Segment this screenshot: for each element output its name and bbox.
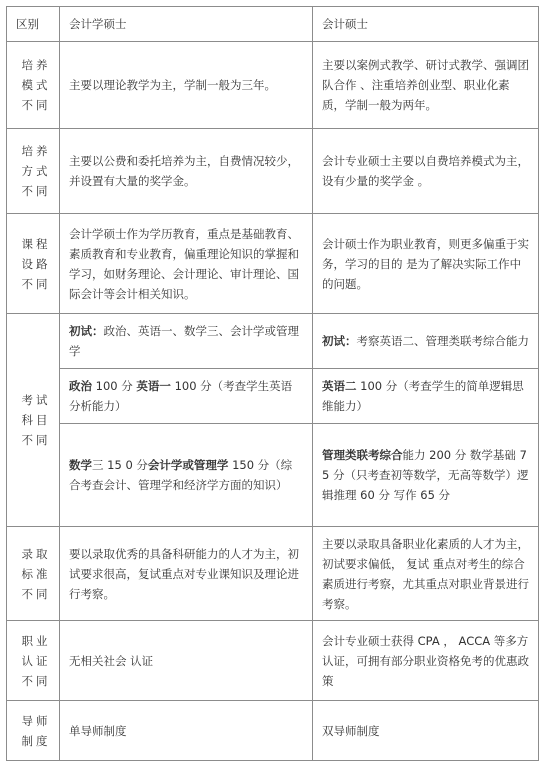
header-academic: 会计学硕士 — [60, 7, 313, 42]
label-chushi: 初试： — [69, 324, 104, 338]
cell-academic: 政治 100 分 英语一 100 分（考查学生英语 分析能力） — [60, 369, 313, 424]
cell-professional: 会计专业硕士主要以自费培养模式为主，设有少量的奖学金 。 — [313, 129, 539, 214]
table-row — [7, 621, 539, 701]
label-chushi: 初试： — [322, 334, 357, 348]
cell-professional: 主要以案例式教学、研讨式教学、强调团队合作 、注重培养创业型、职业化素质，学制一般为两年。 — [313, 42, 539, 129]
cell-academic: 要以录取优秀的具备科研能力的人才为主，初试要求很高，复试重点对专业课知识及理论进行考察。 — [60, 527, 313, 621]
row-label: 培养方式不同 — [7, 129, 60, 214]
comparison-table — [6, 6, 539, 761]
row-label: 课程设路不同 — [7, 214, 60, 314]
table-row — [7, 42, 539, 129]
row-label: 导师制度 — [7, 701, 60, 761]
header-category: 区别 — [7, 7, 60, 42]
row-label: 职业认证不同 — [7, 621, 60, 701]
cell-professional: 会计硕士作为职业教育，则更多偏重于实务，学习的目的 是为了解决实际工作中的问题。 — [313, 214, 539, 314]
cell-professional: 会计专业硕士获得 CPA ， ACCA 等多方认证，可拥有部分职业资格免考的优惠政策 — [313, 621, 539, 701]
cell-academic: 初试：政治、英语一、数学三、会计学或管理学 — [60, 314, 313, 369]
cell-professional: 双导师制度 — [313, 701, 539, 761]
table-row — [7, 314, 539, 369]
cell-academic: 主要以公费和委托培养为主，自费情况较少，并设置有大量的奖学金。 — [60, 129, 313, 214]
row-label: 考试科目不同 — [7, 314, 60, 527]
cell-professional: 主要以录取具备职业化素质的人才为主，初试要求偏低， 复试 重点对考生的综合素质进行考察，尤其重点对职业背景进行考察。 — [313, 527, 539, 621]
table-row — [7, 129, 539, 214]
cell-academic: 单导师制度 — [60, 701, 313, 761]
cell-academic: 数学三 15 0 分会计学或管理学 150 分（综合考查会计、管理学和经济学方面的知识） — [60, 424, 313, 527]
cell-professional: 初试：考察英语二、管理类联考综合能力 — [313, 314, 539, 369]
table-row — [7, 214, 539, 314]
table-row — [7, 424, 539, 527]
header-professional: 会计硕士 — [313, 7, 539, 42]
cell-academic: 无相关社会 认证 — [60, 621, 313, 701]
table-row — [7, 701, 539, 761]
table-row — [7, 369, 539, 424]
cell-professional: 管理类联考综合能力 200 分 数学基础 75 分（只考查初等数学，无高等数学）逻辑推理 60 分 写作 65 分 — [313, 424, 539, 527]
header-row — [7, 7, 539, 42]
cell-professional: 英语二 100 分（考查学生的简单逻辑思维能力） — [313, 369, 539, 424]
row-label: 录取标准不同 — [7, 527, 60, 621]
cell-academic: 会计学硕士作为学历教育，重点是基础教育、素质教育和专业教育，偏重理论知识的掌握和学习，如财务理论、会计理论、审计理论、国际会计等会计相关知识。 — [60, 214, 313, 314]
cell-academic: 主要以理论教学为主，学制一般为三年。 — [60, 42, 313, 129]
row-label: 培养模式不同 — [7, 42, 60, 129]
table-row — [7, 527, 539, 621]
